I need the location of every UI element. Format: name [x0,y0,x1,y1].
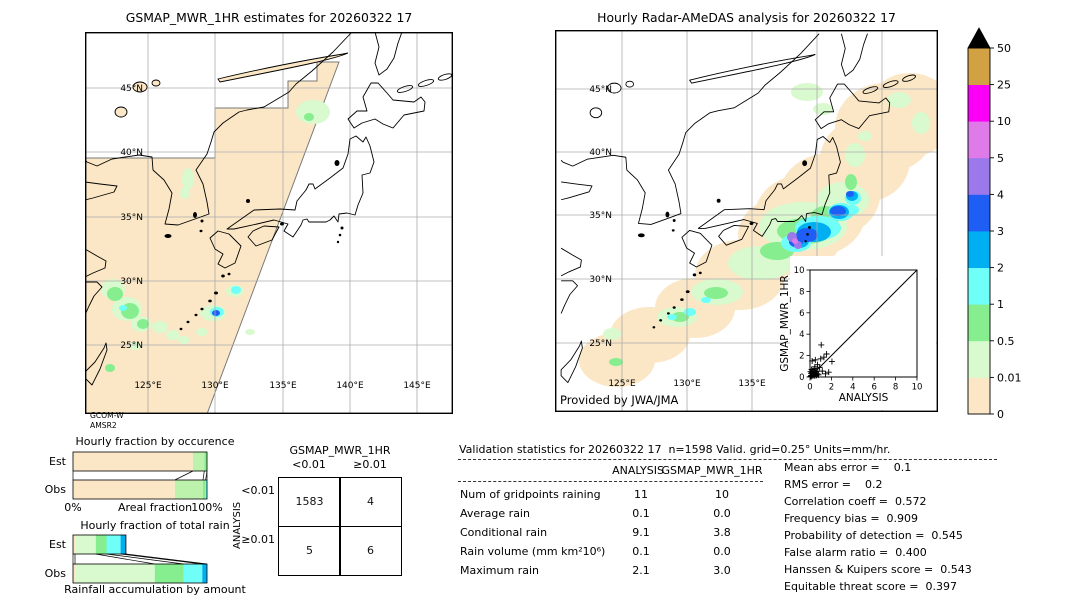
small-island [750,222,754,225]
validation-title: Validation statistics for 20260322 17 n=1598 Valid. grid=0.25° Units=mm/hr. [459,443,891,456]
small-island [280,223,284,226]
stat-row-val2: 10 [715,488,729,501]
lat-tick-label: 45°N [589,85,612,96]
precip-blob [178,336,190,344]
small-island [341,227,344,230]
validation-divider-top [458,459,997,460]
precip-blob [296,100,330,124]
kuril-island [418,78,435,88]
score-line: Mean abs error = 0.1 [784,461,912,474]
lat-tick-label: 25°N [589,339,612,350]
stat-row-val2: 3.8 [713,526,731,539]
precip-blob [137,319,149,329]
stat-row-val2: 0.0 [713,507,731,520]
lake-outline [152,80,160,86]
fraction-bars-plot [40,412,250,612]
source-line-1: GCOM-W [90,411,124,420]
y-tick-label: 4 [799,330,805,341]
precip-blob [182,168,194,190]
score-line: Correlation coeff = 0.572 [784,495,927,508]
stat-row-val1: 0.1 [632,507,650,520]
small-island [193,212,197,218]
bar-connector [203,471,204,480]
kuril-island [438,72,453,81]
colorbar-segment [968,158,990,195]
right-map-title: Hourly Radar-AMeDAS analysis for 20260322 17 [597,10,896,25]
bar-segment [75,564,155,583]
lake-outline [590,108,602,118]
small-island [246,199,250,203]
colorbar-tick-label: 0 [997,408,1004,421]
lat-tick-label: 45°N [120,84,143,95]
small-island [228,273,231,276]
colorbar [960,22,1078,427]
bar-segment [204,452,207,471]
precip-blob [152,321,168,333]
small-island [214,292,218,295]
colorbar-tick-label: 25 [997,78,1011,92]
precip-blob [196,328,208,336]
small-island [717,199,721,203]
colorbar-tick-label: 50 [997,42,1011,55]
coastline-path [841,34,867,77]
small-island [208,300,212,303]
colorbar-tick-label: 0.01 [997,371,1022,385]
colorbar-tick-label: 2 [997,261,1004,275]
source-line-2: AMSR2 [90,421,117,430]
areal-axis-right: 100% [191,501,223,514]
colorbar-tick-label: 10 [997,115,1011,129]
colorbar-tick-label: 5 [997,151,1004,165]
small-island [337,241,339,243]
score-line: Frequency bias = 0.909 [784,512,919,525]
x-tick-label: 0 [807,382,813,393]
inset-xlabel: ANALYSIS [838,392,889,404]
validation-col-gsmap: GSMAP_MWR_1HR [661,464,763,477]
kuril-island [397,84,414,94]
x-tick-label: 10 [911,382,923,393]
colorbar-segment [968,231,990,268]
stat-row-val2: 3.0 [713,564,731,577]
lon-tick-label: 140°E [336,381,364,391]
precip-blob [609,358,623,366]
lon-tick-label: 125°E [608,379,636,389]
bar-segment [184,564,203,583]
stat-row-val2: 0.0 [713,545,731,558]
small-island [665,212,669,218]
bar-connector [121,554,203,564]
precip-blob [701,297,711,303]
validation-col-analysis: ANALYSIS [612,464,664,477]
precip-blob [105,364,115,372]
precip-blob [231,286,241,294]
contingency-row-group: ANALYSIS [232,501,243,550]
precip-blob [887,92,911,108]
colorbar-tick-label: 4 [997,188,1004,202]
y-tick-label: 0 [799,373,805,383]
stat-row-label: Rain volume (mm km²10⁶) [460,545,606,558]
bar-segment [73,452,193,471]
stat-row-label: Conditional rain [460,526,548,539]
lat-tick-label: 25°N [120,341,143,352]
precip-blob [107,287,123,301]
small-island [672,229,675,231]
lon-tick-label: 135°E [269,381,297,391]
contingency-cell-01: 4 [367,495,374,508]
score-line: Equitable threat score = 0.397 [784,580,957,593]
stat-row-label: Average rain [460,507,530,520]
precip-blob [792,238,798,244]
colorbar-segment [968,341,990,378]
lat-tick-label: 35°N [589,211,612,222]
small-island [808,226,811,229]
lake-outline [115,107,127,117]
precip-blob [845,174,857,190]
small-island [180,328,183,330]
small-island [693,273,696,276]
small-island [659,319,662,321]
totalrain-chart-title: Hourly fraction of total rain [80,519,230,532]
totalrain-est-label: Est [49,538,66,551]
small-island [699,272,702,275]
contingency-col-label-1: ≥0.01 [353,458,387,471]
credit-text: Provided by JWA/JMA [560,393,679,407]
bar-segment [155,564,184,583]
small-island [195,314,198,316]
contingency-cell-10: 5 [306,544,313,557]
small-island [673,219,676,222]
precip-blob [791,83,823,101]
lon-tick-label: 125°E [134,381,162,391]
y-tick-label: 2 [799,351,805,362]
stat-row-val1: 9.1 [632,526,650,539]
colorbar-segment [968,48,990,85]
coastline-path [561,248,581,276]
score-line: RMS error = 0.2 [784,478,883,491]
y-tick-label: 8 [799,287,805,298]
stat-row-label: Maximum rain [460,564,539,577]
small-island [187,321,190,323]
areal-axis-title: Areal fraction [117,501,193,514]
small-island [221,275,225,278]
x-tick-label: 2 [828,382,835,393]
small-island [653,326,656,328]
left-map-title: GSMAP_MWR_1HR estimates for 20260322 17 [125,10,413,25]
colorbar-segment [968,194,990,231]
colorbar-overflow-arrow [968,28,990,48]
stat-row-label: Num of gridpoints raining [460,488,601,501]
precip-blob [845,143,865,167]
bar-segment [75,535,96,554]
lat-tick-label: 40°N [120,148,143,159]
small-island [802,160,807,166]
contingency-grid [278,477,402,576]
totalrain-bars [73,535,207,583]
small-island [165,234,172,238]
score-line: Hanssen & Kuipers score = 0.543 [784,563,972,576]
x-tick-label: 8 [892,382,899,393]
totalrain-chart-footer: Rainfall accumulation by amount [64,583,246,596]
amur-coast-outline [690,54,816,83]
coastline-path [375,32,402,75]
precip-blob [667,314,677,320]
occurrence-est-label: Est [49,455,66,468]
colorbar-segment [968,268,990,305]
lon-tick-label: 145°E [403,381,431,391]
coastline-path [561,281,577,314]
lat-tick-label: 35°N [120,213,143,224]
contingency-cell-11: 6 [367,544,374,557]
small-island [804,240,806,242]
areal-axis-left: 0% [64,501,82,514]
small-island [200,308,203,311]
precip-blob [603,328,621,340]
colorbar-tick-label: 1 [997,298,1004,312]
colorbar-segment [968,377,990,414]
stat-row-val1: 0.1 [632,545,650,558]
coastline-path [561,182,592,200]
left-map-plot [85,32,453,414]
right-map-plot [555,30,938,412]
y-tick-label: 10 [793,266,805,276]
precip-blob [180,187,190,199]
small-island [339,234,342,237]
occurrence-chart-title: Hourly fraction by occurence [75,435,235,448]
precip-blob [858,131,872,141]
lat-tick-label: 30°N [120,277,143,288]
y-tick-label: 6 [799,308,805,319]
small-island [806,233,809,236]
occurrence-bars [73,452,207,499]
score-line: False alarm ratio = 0.400 [784,546,927,559]
bar-segment [193,452,204,471]
bar-segment [121,535,126,554]
lon-tick-label: 130°E [201,381,229,391]
lon-tick-label: 130°E [673,379,701,389]
bar-segment [175,480,203,499]
colorbar-contents [968,28,1022,421]
colorbar-segment [968,304,990,341]
contingency-row-label-0: <0.01 [241,484,275,497]
lat-tick-label: 30°N [589,275,612,286]
colorbar-tick-label: 3 [997,225,1004,238]
bar-connector [175,471,193,480]
small-island [667,312,670,314]
small-island [673,306,676,309]
bar-segment [107,535,121,554]
totalrain-obs-label: Obs [44,567,66,580]
bar-segment [96,535,107,554]
coastline-path [348,83,425,128]
small-island [638,233,645,237]
stat-row-val1: 2.1 [632,564,650,577]
bar-segment [73,480,175,499]
precip-blob [684,308,696,316]
bar-segment [202,564,207,583]
precip-blob [830,206,846,216]
contingency-cell-00: 1583 [295,495,324,508]
occurrence-obs-label: Obs [44,483,66,496]
x-tick-label: 4 [850,382,856,393]
small-island [686,290,690,293]
precip-blob [212,310,220,316]
precip-blob [245,329,255,335]
precip-blob [912,112,930,134]
inset-ylabel: GSMAP_MWR_1HR [779,275,791,372]
colorbar-segment [968,85,990,122]
lat-tick-label: 40°N [589,148,612,159]
precip-blob [166,330,180,340]
precip-blob [846,191,854,197]
small-island [201,220,204,223]
bar-connector [126,554,207,564]
small-island [680,298,683,301]
stat-row-val1: 11 [634,488,648,501]
lake-outline [626,81,634,87]
precip-blob [119,305,127,311]
colorbar-segment [968,121,990,158]
lon-tick-label: 135°E [738,379,766,389]
x-tick-label: 6 [871,382,877,393]
contingency-row-label-1: ≥0.01 [241,533,275,546]
small-island [200,230,203,232]
validation-divider-header [458,481,763,482]
precip-blob [304,113,314,121]
score-line: Probability of detection = 0.545 [784,529,963,542]
contingency-col-label-0: <0.01 [292,458,326,471]
contingency-col-group: GSMAP_MWR_1HR [289,444,391,457]
bar-segment [203,480,206,499]
colorbar-tick-label: 0.5 [997,334,1015,348]
scatter-inset [779,256,936,410]
small-island [335,160,340,166]
